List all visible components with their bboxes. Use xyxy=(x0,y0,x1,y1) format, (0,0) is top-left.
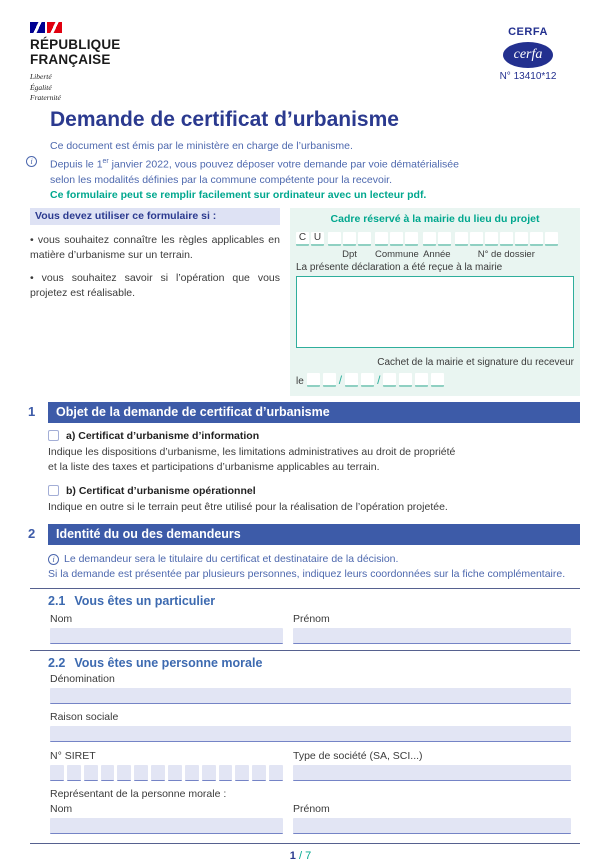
subsection-2-2-header xyxy=(48,656,571,670)
code-prefix-c: C xyxy=(296,232,309,246)
mairie-panel xyxy=(290,208,580,396)
code-group-label: Commune xyxy=(375,248,419,260)
code-group-dpt xyxy=(328,232,371,260)
siret-digit-box[interactable] xyxy=(117,765,131,781)
representant-prenom-field[interactable] xyxy=(293,818,571,834)
denomination-field[interactable] xyxy=(50,688,571,704)
divider xyxy=(30,650,580,651)
code-group-annee xyxy=(423,232,451,260)
code-box[interactable] xyxy=(343,232,356,246)
siret-digit-box[interactable] xyxy=(185,765,199,781)
section-2-info: Le demandeur sera le titulaire du certificat et destinataire de la décision. xyxy=(64,553,399,565)
siret-digit-box[interactable] xyxy=(202,765,216,781)
date-prefix: le xyxy=(296,375,304,387)
intro-text xyxy=(30,139,571,203)
cerfa-number: N° 13410*12 xyxy=(499,71,557,82)
siret-digit-box[interactable] xyxy=(252,765,266,781)
code-box[interactable] xyxy=(470,232,483,246)
intro-line-3: selon les modalités définies par la commune compétente pour la recevoir. xyxy=(50,173,393,186)
particulier-fields xyxy=(50,610,571,644)
date-day-box[interactable] xyxy=(307,373,320,387)
section-2-title: Identité du ou des demandeurs xyxy=(48,524,580,545)
code-box[interactable] xyxy=(455,232,468,246)
section-2-intro xyxy=(48,552,571,582)
date-separator: / xyxy=(338,372,343,387)
french-flag-icon xyxy=(30,22,121,33)
code-box[interactable] xyxy=(438,232,451,246)
option-a-description: Indique les dispositions d’urbanisme, les limitations administratives au droit de propriété et la liste des taxes et participations d’urbanisme applicables au terrain. xyxy=(48,445,456,473)
section-1-content xyxy=(48,430,571,516)
received-date-row xyxy=(296,373,574,387)
usage-bullet-1: • vous souhaitez connaître les règles applicables en matière d’urbanisme sur un terrain. xyxy=(30,233,280,261)
code-box[interactable] xyxy=(423,232,436,246)
option-a-row xyxy=(48,430,571,442)
usage-column xyxy=(30,208,280,396)
subsection-title: Vous êtes une personne morale xyxy=(74,656,263,670)
date-year-box[interactable] xyxy=(431,373,444,387)
siret-digit-box[interactable] xyxy=(134,765,148,781)
code-box[interactable] xyxy=(328,232,341,246)
code-box[interactable] xyxy=(405,232,418,246)
code-group-commune xyxy=(375,232,419,260)
divider xyxy=(30,588,580,589)
stamp-area[interactable] xyxy=(296,276,574,348)
date-month-box[interactable] xyxy=(345,373,358,387)
code-box[interactable] xyxy=(485,232,498,246)
option-a-checkbox[interactable] xyxy=(48,430,59,441)
total-pages: / 7 xyxy=(298,850,312,862)
type-societe-field[interactable] xyxy=(293,765,571,781)
option-b-row xyxy=(48,485,571,497)
representant-nom-field[interactable] xyxy=(50,818,283,834)
prenom-field[interactable] xyxy=(293,628,571,644)
section-2-number: 2 xyxy=(28,526,36,541)
dossier-code-row xyxy=(296,232,574,260)
option-a-label: a) Certificat d’urbanisme d’information xyxy=(66,429,260,442)
code-group-label: N° de dossier xyxy=(477,248,535,260)
page-header xyxy=(0,0,601,103)
republique-francaise-logo xyxy=(30,22,121,103)
section-1-title: Objet de la demande de certificat d’urbanisme xyxy=(48,402,580,423)
usage-heading: Vous devez utiliser ce formulaire si : xyxy=(30,208,280,225)
morale-fields xyxy=(50,673,571,834)
code-box[interactable] xyxy=(545,232,558,246)
intro-line-2: Depuis le 1er janvier 2022, vous pouvez déposer votre demande par voie dématérialisée xyxy=(50,158,459,171)
nom-field[interactable] xyxy=(50,628,283,644)
current-page: 1 xyxy=(289,850,296,862)
mairie-heading: Cadre réservé à la mairie du lieu du projet xyxy=(330,212,540,225)
received-label: La présente déclaration a été reçue à la mairie xyxy=(296,261,503,273)
date-year-box[interactable] xyxy=(399,373,412,387)
code-group-label: Dpt xyxy=(342,248,357,260)
raison-sociale-field[interactable] xyxy=(50,726,571,742)
siret-label: N° SIRET xyxy=(50,750,96,762)
cerfa-oval-icon: cerfa xyxy=(503,42,553,68)
info-icon: i xyxy=(48,554,59,565)
date-year-box[interactable] xyxy=(415,373,428,387)
section-2-header xyxy=(28,524,580,545)
intro-line-1: Ce document est émis par le ministère en charge de l’urbanisme. xyxy=(50,140,353,152)
option-b-checkbox[interactable] xyxy=(48,485,59,496)
siret-digit-box[interactable] xyxy=(50,765,64,781)
page-number xyxy=(0,850,601,862)
date-year-box[interactable] xyxy=(383,373,396,387)
form-title: Demande de certificat d’urbanisme xyxy=(50,108,399,131)
code-prefix xyxy=(296,232,324,246)
representant-prenom-label: Prénom xyxy=(293,803,330,815)
raison-sociale-label: Raison sociale xyxy=(50,711,119,723)
code-box[interactable] xyxy=(530,232,543,246)
type-societe-label: Type de société (SA, SCI...) xyxy=(293,750,423,762)
denomination-label: Dénomination xyxy=(50,673,115,685)
siret-digit-box[interactable] xyxy=(151,765,165,781)
siret-digit-box[interactable] xyxy=(269,765,283,781)
representant-nom-label: Nom xyxy=(50,803,73,815)
siret-boxes xyxy=(50,765,283,781)
info-icon: i xyxy=(26,156,37,167)
stamp-label: Cachet de la mairie et signature du receveur xyxy=(377,356,574,368)
brand-name: RÉPUBLIQUE FRANÇAISE xyxy=(30,37,121,67)
date-separator: / xyxy=(377,372,381,387)
code-box[interactable] xyxy=(500,232,513,246)
code-box[interactable] xyxy=(375,232,388,246)
usage-bullet-2: • vous souhaitez savoir si l’opération que vous projetez est réalisable. xyxy=(30,271,280,299)
footer-divider xyxy=(30,843,580,844)
subsection-number: 2.1 xyxy=(48,594,66,608)
siret-digit-box[interactable] xyxy=(84,765,98,781)
subsection-2-1-header xyxy=(48,594,571,608)
section-1-number: 1 xyxy=(28,403,36,419)
siret-digit-box[interactable] xyxy=(219,765,233,781)
section-1-header xyxy=(28,402,580,423)
siret-digit-box[interactable] xyxy=(168,765,182,781)
option-b-description: Indique en outre si le terrain peut être utilisé pour la réalisation de l’opération projetée. xyxy=(48,500,448,513)
siret-digit-box[interactable] xyxy=(235,765,249,781)
subsection-title: Vous êtes un particulier xyxy=(74,594,216,608)
brand-motto: Liberté Égalité Fraternité xyxy=(30,72,61,103)
prenom-label: Prénom xyxy=(293,613,330,625)
code-box[interactable] xyxy=(515,232,528,246)
siret-digit-box[interactable] xyxy=(101,765,115,781)
nom-label: Nom xyxy=(50,613,73,625)
cerfa-logo xyxy=(489,22,567,92)
flag-blue-block xyxy=(30,22,45,33)
cerfa-label: CERFA xyxy=(508,26,548,38)
representant-label: Représentant de la personne morale : xyxy=(50,788,227,800)
date-day-box[interactable] xyxy=(323,373,336,387)
code-prefix-u: U xyxy=(311,232,324,246)
intro-highlight: Ce formulaire peut se remplir facilement sur ordinateur avec un lecteur pdf. xyxy=(50,188,427,201)
code-box[interactable] xyxy=(390,232,403,246)
code-group-label: Année xyxy=(423,248,451,260)
option-b-label: b) Certificat d’urbanisme opérationnel xyxy=(66,484,256,497)
siret-digit-box[interactable] xyxy=(67,765,81,781)
flag-red-block xyxy=(47,22,62,33)
code-group-dossier xyxy=(455,232,558,260)
subsection-number: 2.2 xyxy=(48,656,66,670)
section-2-note: Si la demande est présentée par plusieurs personnes, indiquez leurs coordonnées sur la fiche complémentaire. xyxy=(48,568,566,580)
date-month-box[interactable] xyxy=(361,373,374,387)
code-box[interactable] xyxy=(358,232,371,246)
